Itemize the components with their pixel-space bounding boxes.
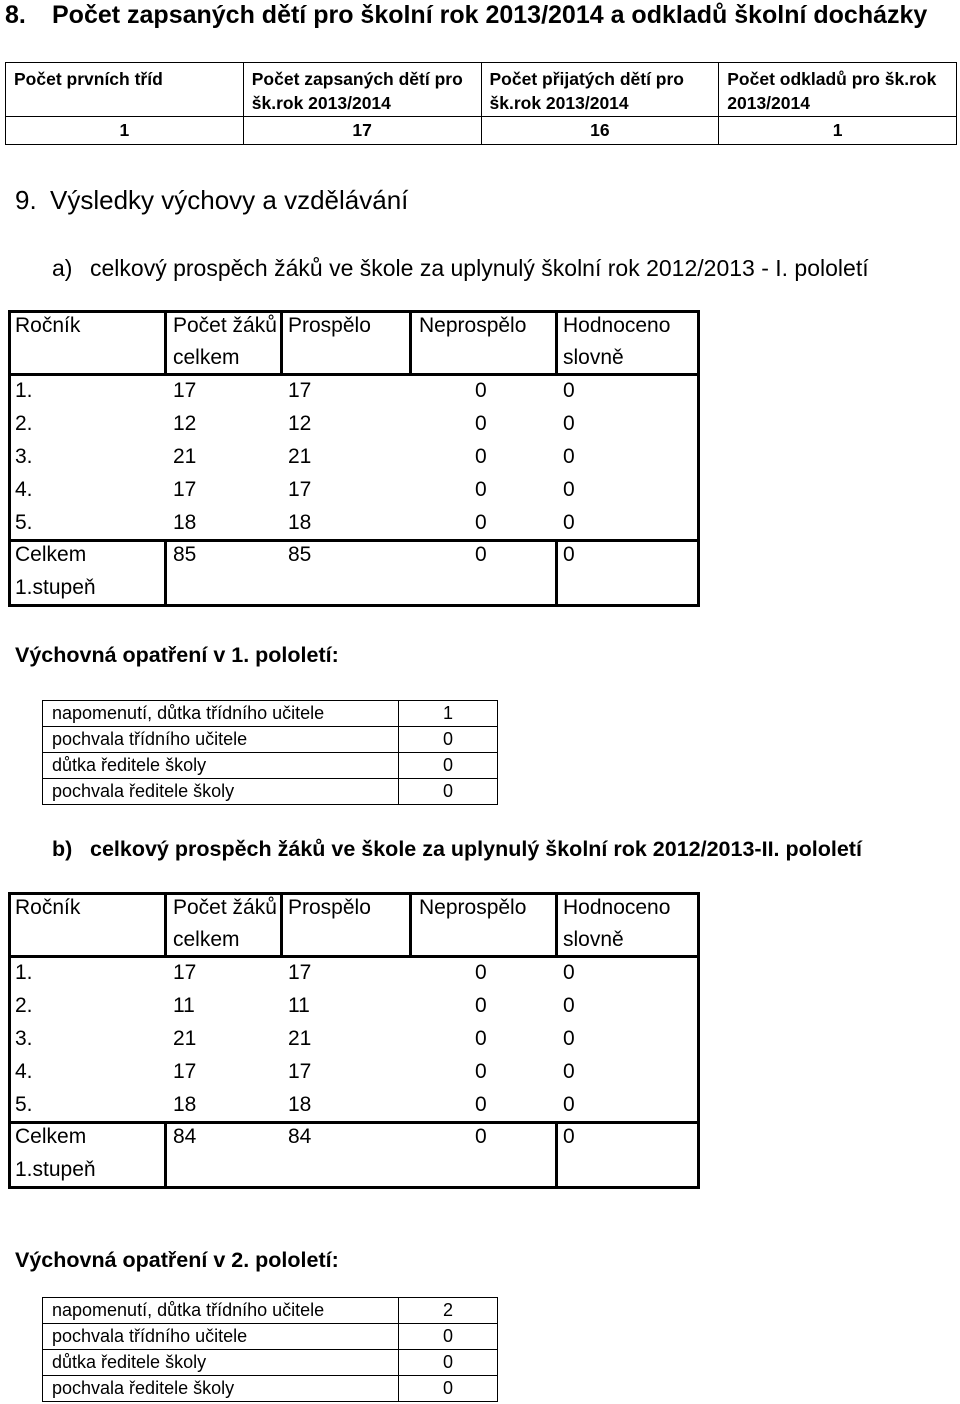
verbal-assessment-cell: 0 <box>563 412 575 435</box>
table-rule-vertical <box>409 892 412 957</box>
part-b-label: b) <box>52 837 73 861</box>
section-9-heading <box>15 183 408 217</box>
measure-row <box>43 1298 498 1324</box>
header-failed: Neprospělo <box>419 314 527 337</box>
part-b-title: celkový prospěch žáků ve škole za uplynulý školní rok 2012/2013-II. pololetí <box>90 837 862 861</box>
total-label-cell: Celkem 1.stupeň <box>15 543 96 599</box>
header-passed: Prospělo <box>288 314 371 337</box>
measure-count: 0 <box>399 1324 498 1350</box>
measure-label: napomenutí, důtka třídního učitele <box>43 701 399 727</box>
table-rule-vertical <box>409 310 412 375</box>
verbal-assessment-cell: 0 <box>563 1093 575 1116</box>
pupils-total-cell: 11 <box>173 994 195 1017</box>
section-8-heading <box>5 0 927 30</box>
grade-cell: 3. <box>15 1027 33 1050</box>
failed-cell: 0 <box>475 511 487 534</box>
measure-row <box>43 753 498 779</box>
grade-cell: 4. <box>15 478 33 501</box>
verbal-assessment-cell: 0 <box>563 379 575 402</box>
measure-row <box>43 1324 498 1350</box>
pupils-total-cell: 17 <box>173 379 197 402</box>
table-rule-vertical <box>164 310 167 375</box>
measures-table-first-half <box>42 700 498 805</box>
section-8-title: Počet zapsaných dětí pro školní rok 2013/2014 a odkladů školní docházky <box>52 1 928 29</box>
pupils-total-cell: 17 <box>173 478 197 501</box>
grade-cell: 4. <box>15 1060 33 1083</box>
table-row <box>8 1055 700 1088</box>
header-verbal-assessment: Hodnoceno slovně <box>563 896 671 951</box>
failed-cell: 0 <box>475 961 487 984</box>
measure-count: 0 <box>399 1350 498 1376</box>
pupils-total-cell: 84 <box>173 1125 197 1148</box>
passed-cell: 17 <box>288 961 312 984</box>
header-failed: Neprospělo <box>419 896 527 919</box>
table-row <box>8 440 700 473</box>
failed-cell: 0 <box>475 543 487 566</box>
total-row <box>8 1120 700 1181</box>
failed-cell: 0 <box>475 478 487 501</box>
verbal-assessment-cell: 0 <box>563 961 575 984</box>
header-pupils-total: Počet žáků celkem <box>173 896 277 951</box>
total-row <box>8 538 700 599</box>
verbal-assessment-cell: 0 <box>563 1027 575 1050</box>
measure-label: pochvala třídního učitele <box>43 727 399 753</box>
failed-cell: 0 <box>475 994 487 1017</box>
pupils-total-cell: 17 <box>173 961 197 984</box>
measures-table-second-half <box>42 1297 498 1402</box>
header-verbal-assessment: Hodnoceno slovně <box>563 314 671 369</box>
measure-label: pochvala třídního učitele <box>43 1324 399 1350</box>
total-label-cell: Celkem 1.stupeň <box>15 1125 96 1181</box>
header-grade: Ročník <box>15 314 81 337</box>
measure-count: 0 <box>399 779 498 805</box>
measure-count: 0 <box>399 753 498 779</box>
grade-cell: 5. <box>15 1093 33 1116</box>
grade-cell: 1. <box>15 379 33 402</box>
pupils-total-cell: 85 <box>173 543 197 566</box>
passed-cell: 11 <box>288 994 310 1017</box>
section-9-number: 9. <box>15 185 37 215</box>
passed-cell: 17 <box>288 478 312 501</box>
measure-row <box>43 701 498 727</box>
section-9-title: Výsledky výchovy a vzdělávání <box>50 185 409 215</box>
section-8-number: 8. <box>5 1 26 29</box>
results-table-second-half <box>8 892 700 1189</box>
results-table-first-half <box>8 310 700 607</box>
grade-cell: 5. <box>15 511 33 534</box>
first-classes-count-value: 1 <box>6 117 244 145</box>
failed-cell: 0 <box>475 1093 487 1116</box>
measure-label: pochvala ředitele školy <box>43 1376 399 1402</box>
failed-cell: 0 <box>475 1125 487 1148</box>
measures-title-first-half: Výchovná opatření v 1. pololetí: <box>15 643 339 667</box>
failed-cell: 0 <box>475 445 487 468</box>
measure-count: 0 <box>399 1376 498 1402</box>
failed-cell: 0 <box>475 379 487 402</box>
measure-row <box>43 1376 498 1402</box>
grade-cell: 1. <box>15 961 33 984</box>
measure-label: pochvala ředitele školy <box>43 779 399 805</box>
measure-label: důtka ředitele školy <box>43 753 399 779</box>
measure-label: napomenutí, důtka třídního učitele <box>43 1298 399 1324</box>
grade-cell: 2. <box>15 994 33 1017</box>
pupils-total-cell: 17 <box>173 1060 197 1083</box>
passed-cell: 84 <box>288 1125 312 1148</box>
measure-count: 1 <box>399 701 498 727</box>
verbal-assessment-cell: 0 <box>563 478 575 501</box>
table-row <box>8 1022 700 1055</box>
passed-cell: 85 <box>288 543 312 566</box>
failed-cell: 0 <box>475 412 487 435</box>
measure-row <box>43 727 498 753</box>
enrolled-children-value: 17 <box>244 117 482 145</box>
table-rule-vertical <box>164 892 167 957</box>
passed-cell: 21 <box>288 1027 312 1050</box>
measure-count: 2 <box>399 1298 498 1324</box>
measure-row <box>43 779 498 805</box>
table-row <box>8 473 700 506</box>
table-row <box>8 989 700 1022</box>
measures-title-second-half: Výchovná opatření v 2. pololetí: <box>15 1248 339 1272</box>
verbal-assessment-cell: 0 <box>563 543 575 566</box>
header-passed: Prospělo <box>288 896 371 919</box>
measure-row <box>43 1350 498 1376</box>
accepted-children-value: 16 <box>482 117 720 145</box>
passed-cell: 17 <box>288 379 312 402</box>
pupils-total-cell: 21 <box>173 1027 197 1050</box>
table-row <box>8 374 700 407</box>
verbal-assessment-cell: 0 <box>563 994 575 1017</box>
pupils-total-cell: 18 <box>173 1093 197 1116</box>
grade-cell: 3. <box>15 445 33 468</box>
enrollment-table <box>5 62 957 145</box>
pupils-total-cell: 12 <box>173 412 197 435</box>
measure-count: 0 <box>399 727 498 753</box>
header-first-classes-count: Počet prvních tříd <box>6 63 244 117</box>
failed-cell: 0 <box>475 1027 487 1050</box>
deferrals-value: 1 <box>719 117 957 145</box>
header-accepted-children: Počet přijatých dětí pro šk.rok 2013/2014 <box>482 63 720 117</box>
part-a-heading <box>52 253 869 283</box>
table-row <box>8 1088 700 1121</box>
grade-cell: 2. <box>15 412 33 435</box>
verbal-assessment-cell: 0 <box>563 1125 575 1148</box>
part-a-title: celkový prospěch žáků ve škole za uplynulý školní rok 2012/2013 - I. pololetí <box>90 255 869 281</box>
passed-cell: 18 <box>288 511 312 534</box>
passed-cell: 17 <box>288 1060 312 1083</box>
header-enrolled-children: Počet zapsaných dětí pro šk.rok 2013/2014 <box>244 63 482 117</box>
verbal-assessment-cell: 0 <box>563 1060 575 1083</box>
table-row <box>8 506 700 539</box>
passed-cell: 21 <box>288 445 312 468</box>
header-pupils-total: Počet žáků celkem <box>173 314 277 369</box>
table-rule-vertical <box>555 892 558 957</box>
header-grade: Ročník <box>15 896 81 919</box>
verbal-assessment-cell: 0 <box>563 511 575 534</box>
table-row <box>8 956 700 989</box>
measure-label: důtka ředitele školy <box>43 1350 399 1376</box>
part-a-label: a) <box>52 255 73 281</box>
pupils-total-cell: 18 <box>173 511 197 534</box>
table-rule-vertical <box>555 310 558 375</box>
failed-cell: 0 <box>475 1060 487 1083</box>
passed-cell: 18 <box>288 1093 312 1116</box>
pupils-total-cell: 21 <box>173 445 197 468</box>
passed-cell: 12 <box>288 412 312 435</box>
header-deferrals: Počet odkladů pro šk.rok 2013/2014 <box>719 63 957 117</box>
verbal-assessment-cell: 0 <box>563 445 575 468</box>
table-row <box>8 407 700 440</box>
part-b-heading <box>52 834 862 864</box>
